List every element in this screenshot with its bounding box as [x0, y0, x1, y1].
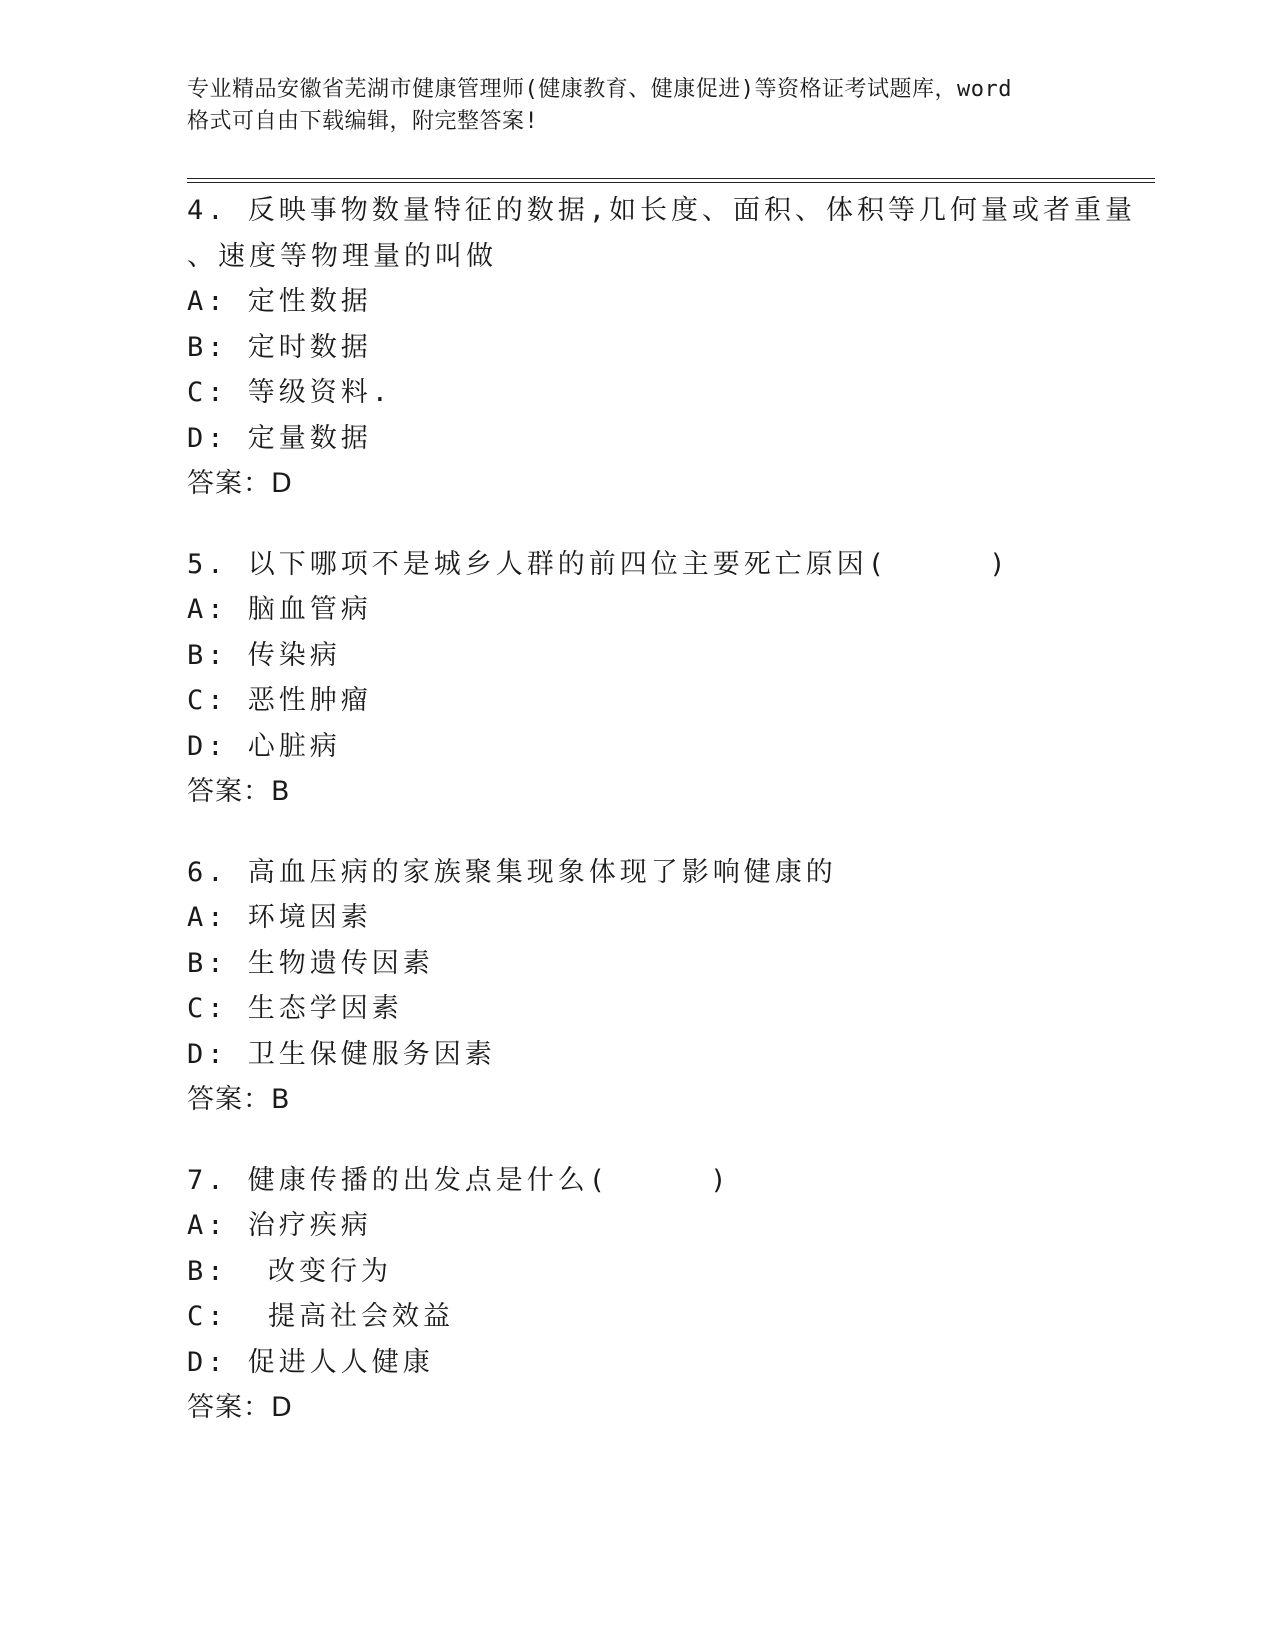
option-a: A: 环境因素 [187, 902, 372, 933]
option-b: B: 定时数据 [187, 331, 372, 363]
option-a: A: 定性数据 [187, 286, 372, 317]
question-6 [187, 850, 1147, 1123]
header-line-1: 专业精品安徽省芜湖市健康管理师(健康教育、健康促进)等资格证考试题库，word [187, 77, 1012, 102]
question-stem: 6. 高血压病的家族聚集现象体现了影响健康的 [187, 856, 837, 888]
answer: 答案：D [187, 1392, 293, 1423]
question-7 [187, 1158, 1147, 1431]
option-d: D: 定量数据 [187, 422, 372, 454]
question-stem-continued: 、速度等物理量的叫做 [187, 240, 497, 272]
question-stem: 7. 健康传播的出发点是什么( ) [187, 1164, 731, 1196]
question-list [187, 188, 1147, 1466]
option-c: C: 生态学因素 [187, 993, 403, 1024]
option-b: B: 生物遗传因素 [187, 947, 434, 979]
answer: 答案：B [187, 776, 291, 807]
header-line-2: 格式可自由下载编辑，附完整答案! [187, 109, 539, 134]
question-stem: 5. 以下哪项不是城乡人群的前四位主要死亡原因( ) [187, 548, 1010, 580]
header-double-rule [187, 178, 1155, 183]
option-d: D: 促进人人健康 [187, 1346, 434, 1378]
option-c: C: 等级资料. [187, 377, 393, 408]
option-b: B: 传染病 [187, 639, 341, 671]
question-4 [187, 188, 1147, 507]
option-c: C: 恶性肿瘤 [187, 685, 372, 716]
option-d: D: 心脏病 [187, 730, 341, 762]
option-c: C: 提高社会效益 [187, 1301, 455, 1332]
option-b: B: 改变行为 [187, 1255, 393, 1287]
answer: 答案：B [187, 1084, 291, 1115]
question-stem: 4. 反映事物数量特征的数据,如长度、面积、体积等几何量或者重量 [187, 195, 1137, 226]
document-header [187, 74, 1087, 138]
option-a: A: 治疗疾病 [187, 1210, 372, 1241]
question-5 [187, 542, 1147, 815]
answer: 答案：D [187, 468, 293, 499]
option-d: D: 卫生保健服务因素 [187, 1038, 496, 1070]
option-a: A: 脑血管病 [187, 594, 372, 625]
